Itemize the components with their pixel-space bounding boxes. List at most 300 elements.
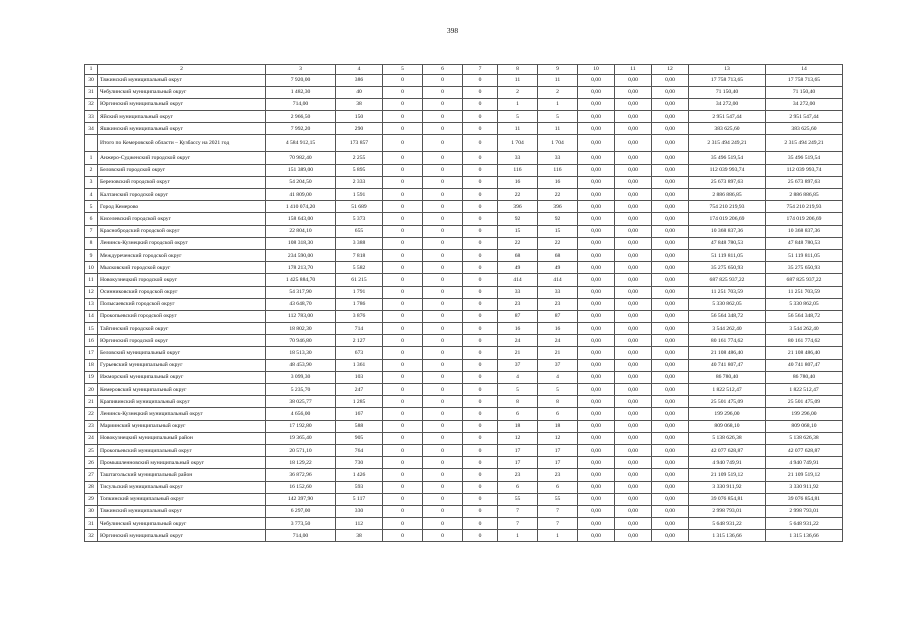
value-cell: 5 373 — [336, 213, 383, 225]
row-number-cell: 18 — [85, 359, 98, 371]
column-header: 4 — [336, 65, 383, 75]
value-cell: 0,00 — [578, 201, 615, 213]
value-cell: 0 — [463, 98, 498, 110]
value-cell: 0,00 — [652, 152, 689, 164]
value-cell: 36 872,96 — [266, 469, 336, 481]
value-cell: 0 — [383, 123, 423, 135]
value-cell: 0 — [463, 518, 498, 530]
table-row — [85, 298, 843, 310]
value-cell: 17 758 713,65 — [766, 74, 843, 86]
value-cell: 0,00 — [615, 135, 652, 152]
municipality-name-cell: Полысаевский городской округ — [98, 298, 266, 310]
value-cell: 54 204,50 — [266, 176, 336, 188]
value-cell: 41 809,00 — [266, 189, 336, 201]
value-cell: 0 — [423, 274, 463, 286]
value-cell: 0 — [383, 286, 423, 298]
value-cell: 55 — [538, 493, 578, 505]
value-cell: 0,00 — [615, 323, 652, 335]
value-cell: 7 920,00 — [266, 74, 336, 86]
header-row — [85, 65, 843, 75]
value-cell: 2 951 547,44 — [689, 111, 766, 123]
value-cell: 55 — [498, 493, 538, 505]
municipality-name-cell: Кемеровский муниципальный округ — [98, 384, 266, 396]
value-cell: 25 673 897,63 — [689, 176, 766, 188]
value-cell: 0,00 — [652, 420, 689, 432]
table-row — [85, 86, 843, 98]
value-cell: 0,00 — [652, 98, 689, 110]
value-cell: 0 — [463, 201, 498, 213]
value-cell: 3 099,30 — [266, 371, 336, 383]
value-cell: 1 425 884,70 — [266, 274, 336, 286]
value-cell: 3 388 — [336, 237, 383, 249]
value-cell: 5 648 931,22 — [689, 518, 766, 530]
column-header: 3 — [266, 65, 336, 75]
value-cell: 0,00 — [615, 123, 652, 135]
value-cell: 0 — [383, 298, 423, 310]
value-cell: 1 410 074,20 — [266, 201, 336, 213]
row-number-cell: 1 — [85, 152, 98, 164]
row-number-cell: 26 — [85, 457, 98, 469]
value-cell: 7 — [498, 505, 538, 517]
value-cell: 1 361 — [336, 359, 383, 371]
value-cell: 0,00 — [652, 249, 689, 261]
value-cell: 23 — [498, 469, 538, 481]
value-cell: 3 544 262,40 — [689, 323, 766, 335]
value-cell: 0 — [423, 164, 463, 176]
municipality-name-cell: Итого по Кемеровской области – Кузбассу на 2021 год — [98, 135, 266, 152]
value-cell: 0,00 — [615, 286, 652, 298]
value-cell: 0 — [423, 176, 463, 188]
value-cell: 103 — [336, 371, 383, 383]
value-cell: 0,00 — [615, 274, 652, 286]
value-cell: 151 389,00 — [266, 164, 336, 176]
value-cell: 25 501 475,09 — [766, 396, 843, 408]
value-cell: 80 161 774,62 — [689, 335, 766, 347]
value-cell: 0 — [383, 274, 423, 286]
value-cell: 0,00 — [578, 493, 615, 505]
value-cell: 0,00 — [615, 420, 652, 432]
value-cell: 23 — [498, 298, 538, 310]
value-cell: 0,00 — [615, 213, 652, 225]
value-cell: 87 — [538, 310, 578, 322]
value-cell: 0 — [423, 86, 463, 98]
value-cell: 0 — [423, 111, 463, 123]
row-number-cell: 9 — [85, 249, 98, 261]
value-cell: 0 — [423, 457, 463, 469]
row-number-cell: 20 — [85, 384, 98, 396]
value-cell: 0,00 — [615, 176, 652, 188]
row-number-cell: 12 — [85, 286, 98, 298]
value-cell: 714,00 — [266, 98, 336, 110]
value-cell: 150 — [336, 111, 383, 123]
value-cell: 0,00 — [578, 249, 615, 261]
value-cell: 0 — [463, 262, 498, 274]
value-cell: 22 — [498, 189, 538, 201]
row-number-cell: 32 — [85, 530, 98, 542]
value-cell: 0,00 — [652, 201, 689, 213]
value-cell: 0,00 — [652, 262, 689, 274]
column-header: 5 — [383, 65, 423, 75]
value-cell: 1 822 512,47 — [766, 384, 843, 396]
municipality-name-cell: Краснобродский городской округ — [98, 225, 266, 237]
value-cell: 7 — [498, 518, 538, 530]
value-cell: 34 272,00 — [766, 98, 843, 110]
value-cell: 0,00 — [615, 74, 652, 86]
value-cell: 730 — [336, 457, 383, 469]
value-cell: 0 — [463, 74, 498, 86]
value-cell: 21 108 486,40 — [689, 347, 766, 359]
value-cell: 0,00 — [578, 152, 615, 164]
value-cell: 47 848 780,53 — [689, 237, 766, 249]
value-cell: 38 — [336, 98, 383, 110]
column-header: 10 — [578, 65, 615, 75]
value-cell: 4 940 749,91 — [766, 457, 843, 469]
value-cell: 247 — [336, 384, 383, 396]
value-cell: 0 — [463, 111, 498, 123]
value-cell: 0,00 — [578, 237, 615, 249]
value-cell: 0 — [423, 396, 463, 408]
value-cell: 0,00 — [615, 371, 652, 383]
value-cell: 80 161 774,62 — [766, 335, 843, 347]
row-number-cell: 4 — [85, 189, 98, 201]
value-cell: 0 — [463, 298, 498, 310]
value-cell: 34 272,00 — [689, 98, 766, 110]
value-cell: 0,00 — [578, 123, 615, 135]
value-cell: 87 — [498, 310, 538, 322]
value-cell: 35 496 519,54 — [689, 152, 766, 164]
value-cell: 1 315 136,66 — [689, 530, 766, 542]
value-cell: 0 — [463, 225, 498, 237]
value-cell: 17 — [538, 457, 578, 469]
value-cell: 0,00 — [615, 518, 652, 530]
table-row — [85, 457, 843, 469]
value-cell: 0,00 — [652, 396, 689, 408]
table-row — [85, 213, 843, 225]
table-row — [85, 225, 843, 237]
value-cell: 0 — [423, 189, 463, 201]
value-cell: 17 — [498, 457, 538, 469]
value-cell: 6 — [538, 408, 578, 420]
value-cell: 47 848 780,53 — [766, 237, 843, 249]
value-cell: 0 — [463, 347, 498, 359]
value-cell: 2 966,50 — [266, 111, 336, 123]
value-cell: 1 426 — [336, 469, 383, 481]
value-cell: 199 296,00 — [689, 408, 766, 420]
row-number-cell: 28 — [85, 481, 98, 493]
value-cell: 234 590,00 — [266, 249, 336, 261]
row-number-cell: 2 — [85, 164, 98, 176]
value-cell: 1 — [538, 98, 578, 110]
value-cell: 0,00 — [652, 189, 689, 201]
row-number-cell: 16 — [85, 335, 98, 347]
value-cell: 61 215 — [336, 274, 383, 286]
value-cell: 12 — [498, 432, 538, 444]
row-number-cell: 25 — [85, 444, 98, 456]
value-cell: 21 109 519,12 — [689, 469, 766, 481]
value-cell: 0,00 — [615, 457, 652, 469]
row-number-cell: 13 — [85, 298, 98, 310]
value-cell: 17 — [538, 444, 578, 456]
value-cell: 48 453,90 — [266, 359, 336, 371]
value-cell: 6 — [498, 408, 538, 420]
value-cell: 0 — [423, 505, 463, 517]
value-cell: 0 — [463, 310, 498, 322]
municipality-name-cell: Березовский городской округ — [98, 176, 266, 188]
value-cell: 0,00 — [578, 164, 615, 176]
value-cell: 39 076 854,81 — [766, 493, 843, 505]
table-row — [85, 111, 843, 123]
value-cell: 2 — [498, 86, 538, 98]
value-cell: 0 — [383, 384, 423, 396]
value-cell: 0,00 — [652, 505, 689, 517]
value-cell: 112 039 993,74 — [766, 164, 843, 176]
value-cell: 330 — [336, 505, 383, 517]
table-row — [85, 123, 843, 135]
value-cell: 0,00 — [615, 164, 652, 176]
value-cell: 5 330 862,05 — [689, 298, 766, 310]
value-cell: 116 — [538, 164, 578, 176]
value-cell: 5 — [498, 384, 538, 396]
value-cell: 0 — [383, 176, 423, 188]
municipality-name-cell: Юргинский муниципальный округ — [98, 98, 266, 110]
value-cell: 23 — [538, 298, 578, 310]
value-cell: 112 783,00 — [266, 310, 336, 322]
value-cell: 809 068,10 — [766, 420, 843, 432]
value-cell: 68 — [538, 249, 578, 261]
value-cell: 0,00 — [615, 469, 652, 481]
value-cell: 809 068,10 — [689, 420, 766, 432]
column-header: 9 — [538, 65, 578, 75]
value-cell: 764 — [336, 444, 383, 456]
value-cell: 35 275 650,93 — [766, 262, 843, 274]
value-cell: 714,00 — [266, 530, 336, 542]
table-row — [85, 176, 843, 188]
value-cell: 5 — [498, 111, 538, 123]
value-cell: 0,00 — [615, 396, 652, 408]
value-cell: 0 — [463, 481, 498, 493]
value-cell: 0,00 — [615, 98, 652, 110]
value-cell: 38 — [336, 530, 383, 542]
value-cell: 33 — [498, 286, 538, 298]
value-cell: 0 — [423, 123, 463, 135]
value-cell: 0 — [423, 135, 463, 152]
value-cell: 7 818 — [336, 249, 383, 261]
value-cell: 0,00 — [615, 262, 652, 274]
row-number-cell: 10 — [85, 262, 98, 274]
value-cell: 0 — [383, 505, 423, 517]
value-cell: 18 513,30 — [266, 347, 336, 359]
value-cell: 33 — [538, 152, 578, 164]
value-cell: 11 251 703,59 — [766, 286, 843, 298]
value-cell: 2 886 886,85 — [766, 189, 843, 201]
value-cell: 0 — [463, 237, 498, 249]
value-cell: 0,00 — [652, 74, 689, 86]
value-cell: 1 591 — [336, 189, 383, 201]
value-cell: 54 317,90 — [266, 286, 336, 298]
value-cell: 0,00 — [578, 274, 615, 286]
municipality-name-cell: Ленинск-Кузнецкий городской округ — [98, 237, 266, 249]
table-header — [85, 65, 843, 75]
value-cell: 19 365,40 — [266, 432, 336, 444]
value-cell: 0 — [383, 457, 423, 469]
table-row — [85, 481, 843, 493]
municipality-name-cell: Ленинск-Кузнецкий муниципальный округ — [98, 408, 266, 420]
value-cell: 5 582 — [336, 262, 383, 274]
value-cell: 1 822 512,47 — [689, 384, 766, 396]
value-cell: 0 — [423, 152, 463, 164]
value-cell: 0,00 — [652, 444, 689, 456]
value-cell: 5 330 862,05 — [766, 298, 843, 310]
value-cell: 0 — [463, 335, 498, 347]
value-cell: 174 019 206,69 — [766, 213, 843, 225]
row-number-cell: 33 — [85, 111, 98, 123]
value-cell: 0 — [383, 225, 423, 237]
value-cell: 0 — [383, 249, 423, 261]
value-cell: 0,00 — [578, 111, 615, 123]
value-cell: 0,00 — [652, 530, 689, 542]
value-cell: 0 — [383, 201, 423, 213]
row-number-cell: 24 — [85, 432, 98, 444]
value-cell: 0,00 — [615, 444, 652, 456]
value-cell: 0 — [463, 86, 498, 98]
value-cell: 0 — [423, 323, 463, 335]
value-cell: 0,00 — [615, 347, 652, 359]
table-row — [85, 310, 843, 322]
value-cell: 0,00 — [615, 408, 652, 420]
value-cell: 15 — [538, 225, 578, 237]
value-cell: 0 — [383, 237, 423, 249]
value-cell: 0,00 — [615, 201, 652, 213]
value-cell: 0,00 — [615, 493, 652, 505]
value-cell: 0,00 — [578, 286, 615, 298]
value-cell: 0 — [423, 493, 463, 505]
value-cell: 414 — [538, 274, 578, 286]
value-cell: 0 — [383, 74, 423, 86]
municipality-name-cell: Междуреченский городской округ — [98, 249, 266, 261]
value-cell: 0,00 — [578, 225, 615, 237]
municipality-name-cell: Юргинский городской округ — [98, 335, 266, 347]
value-cell: 0,00 — [578, 135, 615, 152]
value-cell: 0,00 — [615, 249, 652, 261]
value-cell: 0 — [423, 298, 463, 310]
municipality-name-cell: Яйский муниципальный округ — [98, 111, 266, 123]
value-cell: 16 — [538, 323, 578, 335]
table-row — [85, 518, 843, 530]
value-cell: 71 150,40 — [766, 86, 843, 98]
value-cell: 8 — [498, 396, 538, 408]
value-cell: 0,00 — [652, 408, 689, 420]
value-cell: 0 — [423, 286, 463, 298]
total-row — [85, 135, 843, 152]
row-number-cell: 15 — [85, 323, 98, 335]
value-cell: 0 — [383, 408, 423, 420]
value-cell: 0,00 — [652, 335, 689, 347]
value-cell: 6 297,00 — [266, 505, 336, 517]
value-cell: 4 656,00 — [266, 408, 336, 420]
municipality-name-cell: Чебулинский муниципальный округ — [98, 86, 266, 98]
row-number-cell: 21 — [85, 396, 98, 408]
table-row — [85, 323, 843, 335]
value-cell: 0,00 — [652, 384, 689, 396]
value-cell: 0 — [383, 347, 423, 359]
table-row — [85, 493, 843, 505]
value-cell: 714 — [336, 323, 383, 335]
value-cell: 0,00 — [615, 225, 652, 237]
value-cell: 21 109 519,12 — [766, 469, 843, 481]
value-cell: 5 — [538, 111, 578, 123]
value-cell: 905 — [336, 432, 383, 444]
table-row — [85, 286, 843, 298]
value-cell: 42 077 628,87 — [766, 444, 843, 456]
row-number-cell: 31 — [85, 86, 98, 98]
value-cell: 0 — [463, 249, 498, 261]
value-cell: 4 — [538, 371, 578, 383]
value-cell: 0 — [423, 213, 463, 225]
value-cell: 16 — [498, 323, 538, 335]
table-row — [85, 420, 843, 432]
value-cell: 42 077 628,87 — [689, 444, 766, 456]
value-cell: 167 — [336, 408, 383, 420]
value-cell: 21 — [498, 347, 538, 359]
value-cell: 0,00 — [578, 481, 615, 493]
value-cell: 70 946,80 — [266, 335, 336, 347]
row-number-cell: 8 — [85, 237, 98, 249]
row-number-cell: 7 — [85, 225, 98, 237]
value-cell: 0,00 — [615, 86, 652, 98]
value-cell: 0,00 — [615, 432, 652, 444]
value-cell: 0,00 — [652, 213, 689, 225]
value-cell: 0 — [423, 98, 463, 110]
value-cell: 0,00 — [578, 444, 615, 456]
municipality-name-cell: Беловский муниципальный округ — [98, 347, 266, 359]
value-cell: 92 — [538, 213, 578, 225]
value-cell: 1 791 — [336, 286, 383, 298]
value-cell: 0 — [423, 371, 463, 383]
value-cell: 1 482,30 — [266, 86, 336, 98]
value-cell: 2 — [538, 86, 578, 98]
value-cell: 5 648 931,22 — [766, 518, 843, 530]
value-cell: 0 — [383, 262, 423, 274]
value-cell: 15 — [498, 225, 538, 237]
value-cell: 16 152,60 — [266, 481, 336, 493]
value-cell: 0,00 — [615, 189, 652, 201]
value-cell: 0,00 — [652, 111, 689, 123]
value-cell: 0,00 — [652, 481, 689, 493]
value-cell: 0,00 — [652, 176, 689, 188]
value-cell: 2 315 494 249,21 — [689, 135, 766, 152]
value-cell: 23 — [538, 469, 578, 481]
value-cell: 1 — [538, 530, 578, 542]
value-cell: 49 — [498, 262, 538, 274]
value-cell: 754 210 219,93 — [766, 201, 843, 213]
value-cell: 37 — [538, 359, 578, 371]
value-cell: 21 108 486,40 — [766, 347, 843, 359]
value-cell: 673 — [336, 347, 383, 359]
value-cell: 68 — [498, 249, 538, 261]
value-cell: 18 — [498, 420, 538, 432]
value-cell: 0 — [463, 469, 498, 481]
value-cell: 0 — [423, 408, 463, 420]
table-row — [85, 249, 843, 261]
municipality-name-cell: Ижморский муниципальный округ — [98, 371, 266, 383]
value-cell: 112 039 993,74 — [689, 164, 766, 176]
value-cell: 0 — [463, 493, 498, 505]
value-cell: 0 — [423, 359, 463, 371]
value-cell: 0,00 — [615, 335, 652, 347]
table-row — [85, 384, 843, 396]
value-cell: 92 — [498, 213, 538, 225]
value-cell: 5 117 — [336, 493, 383, 505]
